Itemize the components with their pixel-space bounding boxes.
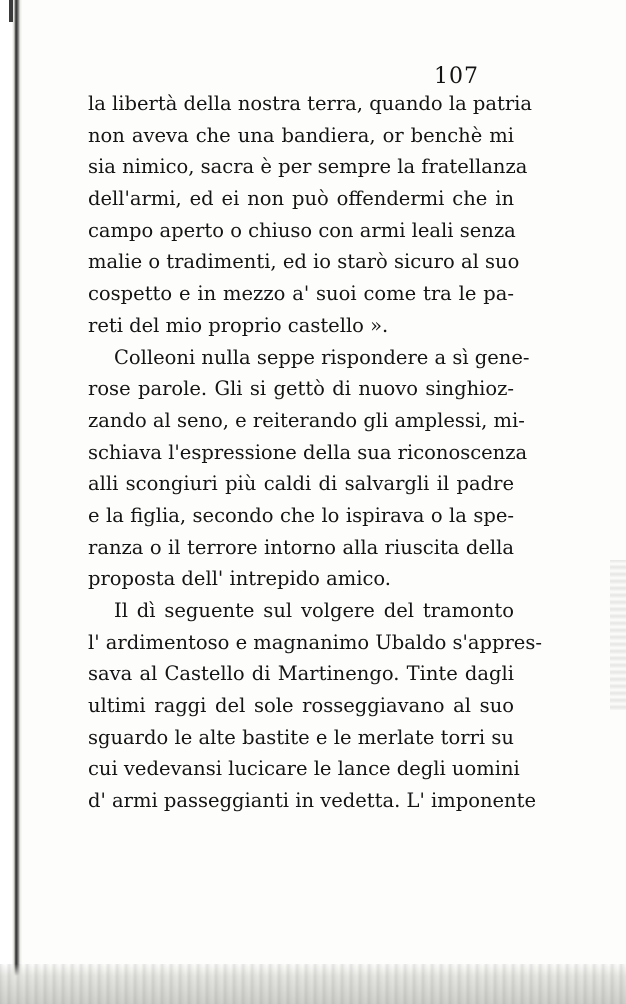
- text-line: campo aperto o chiuso con armi leali senza: [88, 218, 516, 242]
- text-line: cospetto e in mezzo a' suoi come tra le pa-: [88, 282, 514, 306]
- text-line: l' ardimentoso e magnanimo Ubaldo s'appres-: [88, 630, 542, 654]
- text-line: proposta dell' intrepido amico.: [88, 567, 391, 591]
- page-bottom-edge: [0, 964, 626, 1004]
- page-number: 107: [434, 64, 479, 89]
- text-line: la libertà della nostra terra, quando la patria: [88, 92, 533, 115]
- text-line: sava al Castello di Martinengo. Tinte dagli: [88, 662, 514, 686]
- text-line: schiava l'espressione della sua riconoscenza: [88, 440, 528, 464]
- text-line: ranza o il terrore intorno alla riuscita della: [88, 535, 514, 559]
- text-line: zando al seno, e reiterando gli amplessi, mi-: [88, 408, 525, 432]
- paragraph-start-line: Il dì seguente sul volgere del tramonto: [114, 599, 514, 622]
- paragraph-start-line: Colleoni nulla seppe rispondere a sì gene-: [114, 345, 530, 369]
- body-text: [88, 88, 542, 817]
- text-line: ultimi raggi del sole rosseggiavano al suo: [88, 694, 514, 718]
- text-line: alli scongiuri più caldi di salvargli il padre: [88, 472, 514, 496]
- text-line: rose parole. Gli si gettò di nuovo singhioz-: [88, 377, 514, 401]
- text-line: d' armi passeggianti in vedetta. L' imponente: [88, 789, 536, 813]
- binding-mark: [9, 0, 13, 22]
- text-line: reti del mio proprio castello ».: [88, 313, 389, 337]
- text-line: malie o tradimenti, ed io starò sicuro al suo: [88, 250, 520, 274]
- text-line: non aveva che una bandiera, or benchè mi: [88, 123, 514, 147]
- text-line: sia nimico, sacra è per sempre la fratellanza: [88, 155, 528, 179]
- paper-speckle: [610, 560, 626, 710]
- text-line: cui vedevansi lucicare le lance degli uomini: [88, 757, 520, 781]
- text-line: e la figlia, secondo che lo ispirava o la spe-: [88, 503, 514, 527]
- text-line: sguardo le alte bastite e le merlate torri su: [88, 725, 514, 749]
- page-binding-edge: [0, 0, 22, 1004]
- text-line: dell'armi, ed ei non può offendermi che in: [88, 187, 514, 211]
